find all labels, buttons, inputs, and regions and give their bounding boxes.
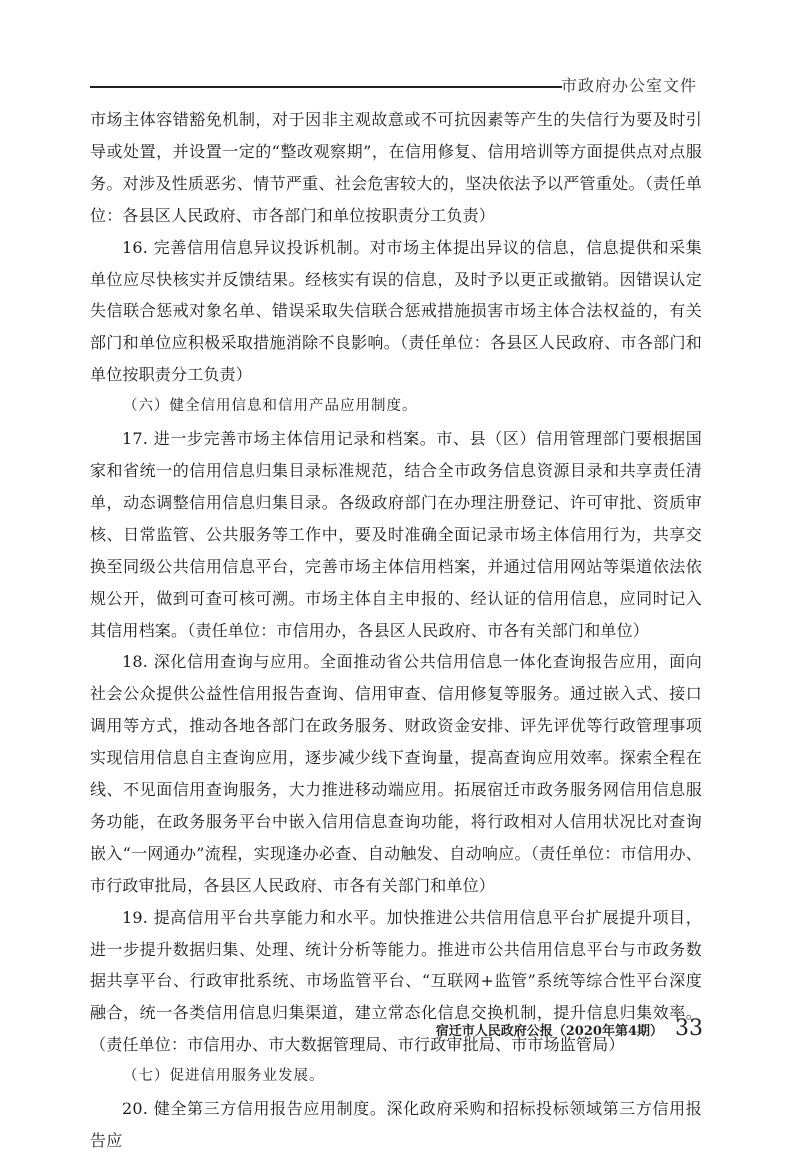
section-heading-7: （七）促进信用服务业发展。 bbox=[123, 1068, 325, 1085]
paragraph-item-19: 19. 提高信用平台共享能力和水平。加快推进公共信用信息平台扩展提升项目，进一步提升数据归集、处理、统计分析等能力。推进市公共信用信息平台与市政务数据共享平台、行政审批系统、市场监管平台、“互联网+监管”系统等综合性平台深度融合，统一各类信用信息归集渠道，建立常态化信息交换机制，提升信息归集效率。（责任单位：市信用办、市大数据管理局、市行政审批局、市市场监管局） bbox=[90, 907, 702, 1055]
page-footer bbox=[436, 1016, 703, 1041]
document-body bbox=[90, 104, 702, 1157]
paragraph-continuation: 市场主体容错豁免机制，对于因非主观故意或不可抗因素等产生的失信行为要及时引导或处置，并设置一定的“整改观察期”，在信用修复、信用培训等方面提供点对点服务。对涉及性质恶劣、情节严重、社会危害较大的，坚决依法予以严管重处。（责任单位：各县区人民政府、市各部门和单位按职责分工负责） bbox=[90, 110, 702, 225]
header-title: 市政府办公室文件 bbox=[560, 76, 697, 95]
footer-publication: 宿迁市人民政府公报（2020年第4期） bbox=[435, 1024, 663, 1039]
paragraph-item-16: 16. 完善信用信息异议投诉机制。对市场主体提出异议的信息，信息提供和采集单位应尽快核实并反馈结果。经核实有误的信息，及时予以更正或撤销。因错误认定失信联合惩戒对象名单、错误采取失信联合惩戒措施损害市场主体合法权益的，有关部门和单位应积极采取措施消除不良影响。（责任单位：各县区人民政府、市各部门和单位按职责分工负责） bbox=[90, 237, 702, 385]
page-number: 33 bbox=[675, 1016, 703, 1041]
paragraph-item-20: 20. 健全第三方信用报告应用制度。深化政府采购和招标投标领域第三方信用报告应 bbox=[90, 1099, 702, 1150]
header-rule bbox=[90, 86, 562, 88]
section-heading-6: （六）健全信用信息和信用产品应用制度。 bbox=[123, 398, 418, 415]
paragraph-item-18: 18. 深化信用查询与应用。全面推动省公共信用信息一体化查询报告应用，面向社会公众提供公益性信用报告查询、信用审查、信用修复等服务。通过嵌入式、接口调用等方式，推动各地各部门在政务服务、财政资金安排、评先评优等行政管理事项实现信用信息自主查询应用，逐步减少线下查询量，提高查询应用效率。探索全程在线、不见面信用查询服务，大力推进移动端应用。拓展宿迁市政务服务网信用信息服务功能，在政务服务平台中嵌入信用信息查询功能，将行政相对人信用状况比对查询嵌入“一网通办”流程，实现逢办必查、自动触发、自动响应。（责任单位：市信用办、市行政审批局，各县区人民政府、市各有关部门和单位） bbox=[90, 652, 702, 895]
paragraph-item-17: 17. 进一步完善市场主体信用记录和档案。市、县（区）信用管理部门要根据国家和省统一的信用信息归集目录标准规范，结合全市政务信息资源目录和共享责任清单，动态调整信用信息归集目录。各级政府部门在办理注册登记、许可审批、资质审核、日常监管、公共服务等工作中，要及时准确全面记录市场主体信用行为，共享交换至同级公共信用信息平台，完善市场主体信用档案，并通过信用网站等渠道依法依规公开，做到可查可核可溯。市场主体自主申报的、经认证的信用信息，应同时记入其信用档案。（责任单位：市信用办，各县区人民政府、市各有关部门和单位） bbox=[90, 429, 702, 640]
